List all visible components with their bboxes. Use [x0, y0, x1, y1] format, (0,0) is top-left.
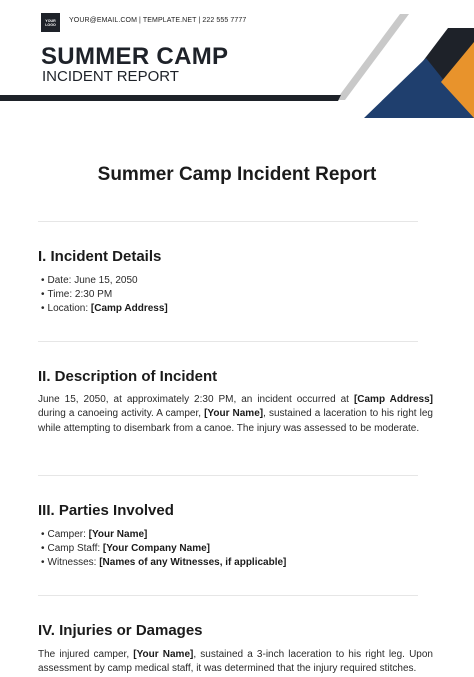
detail-date: • Date: June 15, 2050	[41, 274, 168, 288]
header-title: SUMMER CAMP	[41, 43, 229, 70]
document-header	[0, 0, 474, 118]
detail-location: • Location: [Camp Address]	[41, 302, 168, 316]
section-divider	[38, 221, 418, 222]
contact-info: YOUR@EMAIL.COM | TEMPLATE.NET | 222 555 7777	[69, 17, 247, 24]
report-title: Summer Camp Incident Report	[97, 164, 377, 185]
party-camper: • Camper: [Your Name]	[41, 528, 286, 542]
section-heading-details: I. Incident Details	[38, 248, 162, 265]
section-heading-injuries: IV. Injuries or Damages	[38, 622, 203, 639]
section-divider	[38, 595, 418, 596]
header-subtitle: INCIDENT REPORT	[42, 68, 179, 85]
details-list	[41, 274, 168, 316]
logo: YOUR LOGO	[41, 13, 60, 32]
section-heading-parties: III. Parties Involved	[38, 502, 174, 519]
party-staff: • Camp Staff: [Your Company Name]	[41, 542, 286, 556]
injuries-paragraph: The injured camper, [Your Name], sustained a 3-inch laceration to his right leg. Upon assessment by camp medical staff, it was determined that the injury required stitches.	[38, 649, 433, 675]
party-witnesses: • Witnesses: [Names of any Witnesses, if applicable]	[41, 556, 286, 570]
detail-time: • Time: 2:30 PM	[41, 288, 168, 302]
section-divider	[38, 341, 418, 342]
parties-list	[41, 528, 286, 570]
section-divider	[38, 475, 418, 476]
section-heading-description: II. Description of Incident	[38, 368, 218, 385]
header-divider-bar	[0, 95, 341, 101]
description-paragraph: June 15, 2050, at approximately 2:30 PM, an incident occurred at [Camp Address] during a canoeing activity. A camper, [Your Name], sustained a laceration to his right leg while attempting to disembark from a canoe. The injury was assessed to be moderate.	[38, 394, 433, 434]
